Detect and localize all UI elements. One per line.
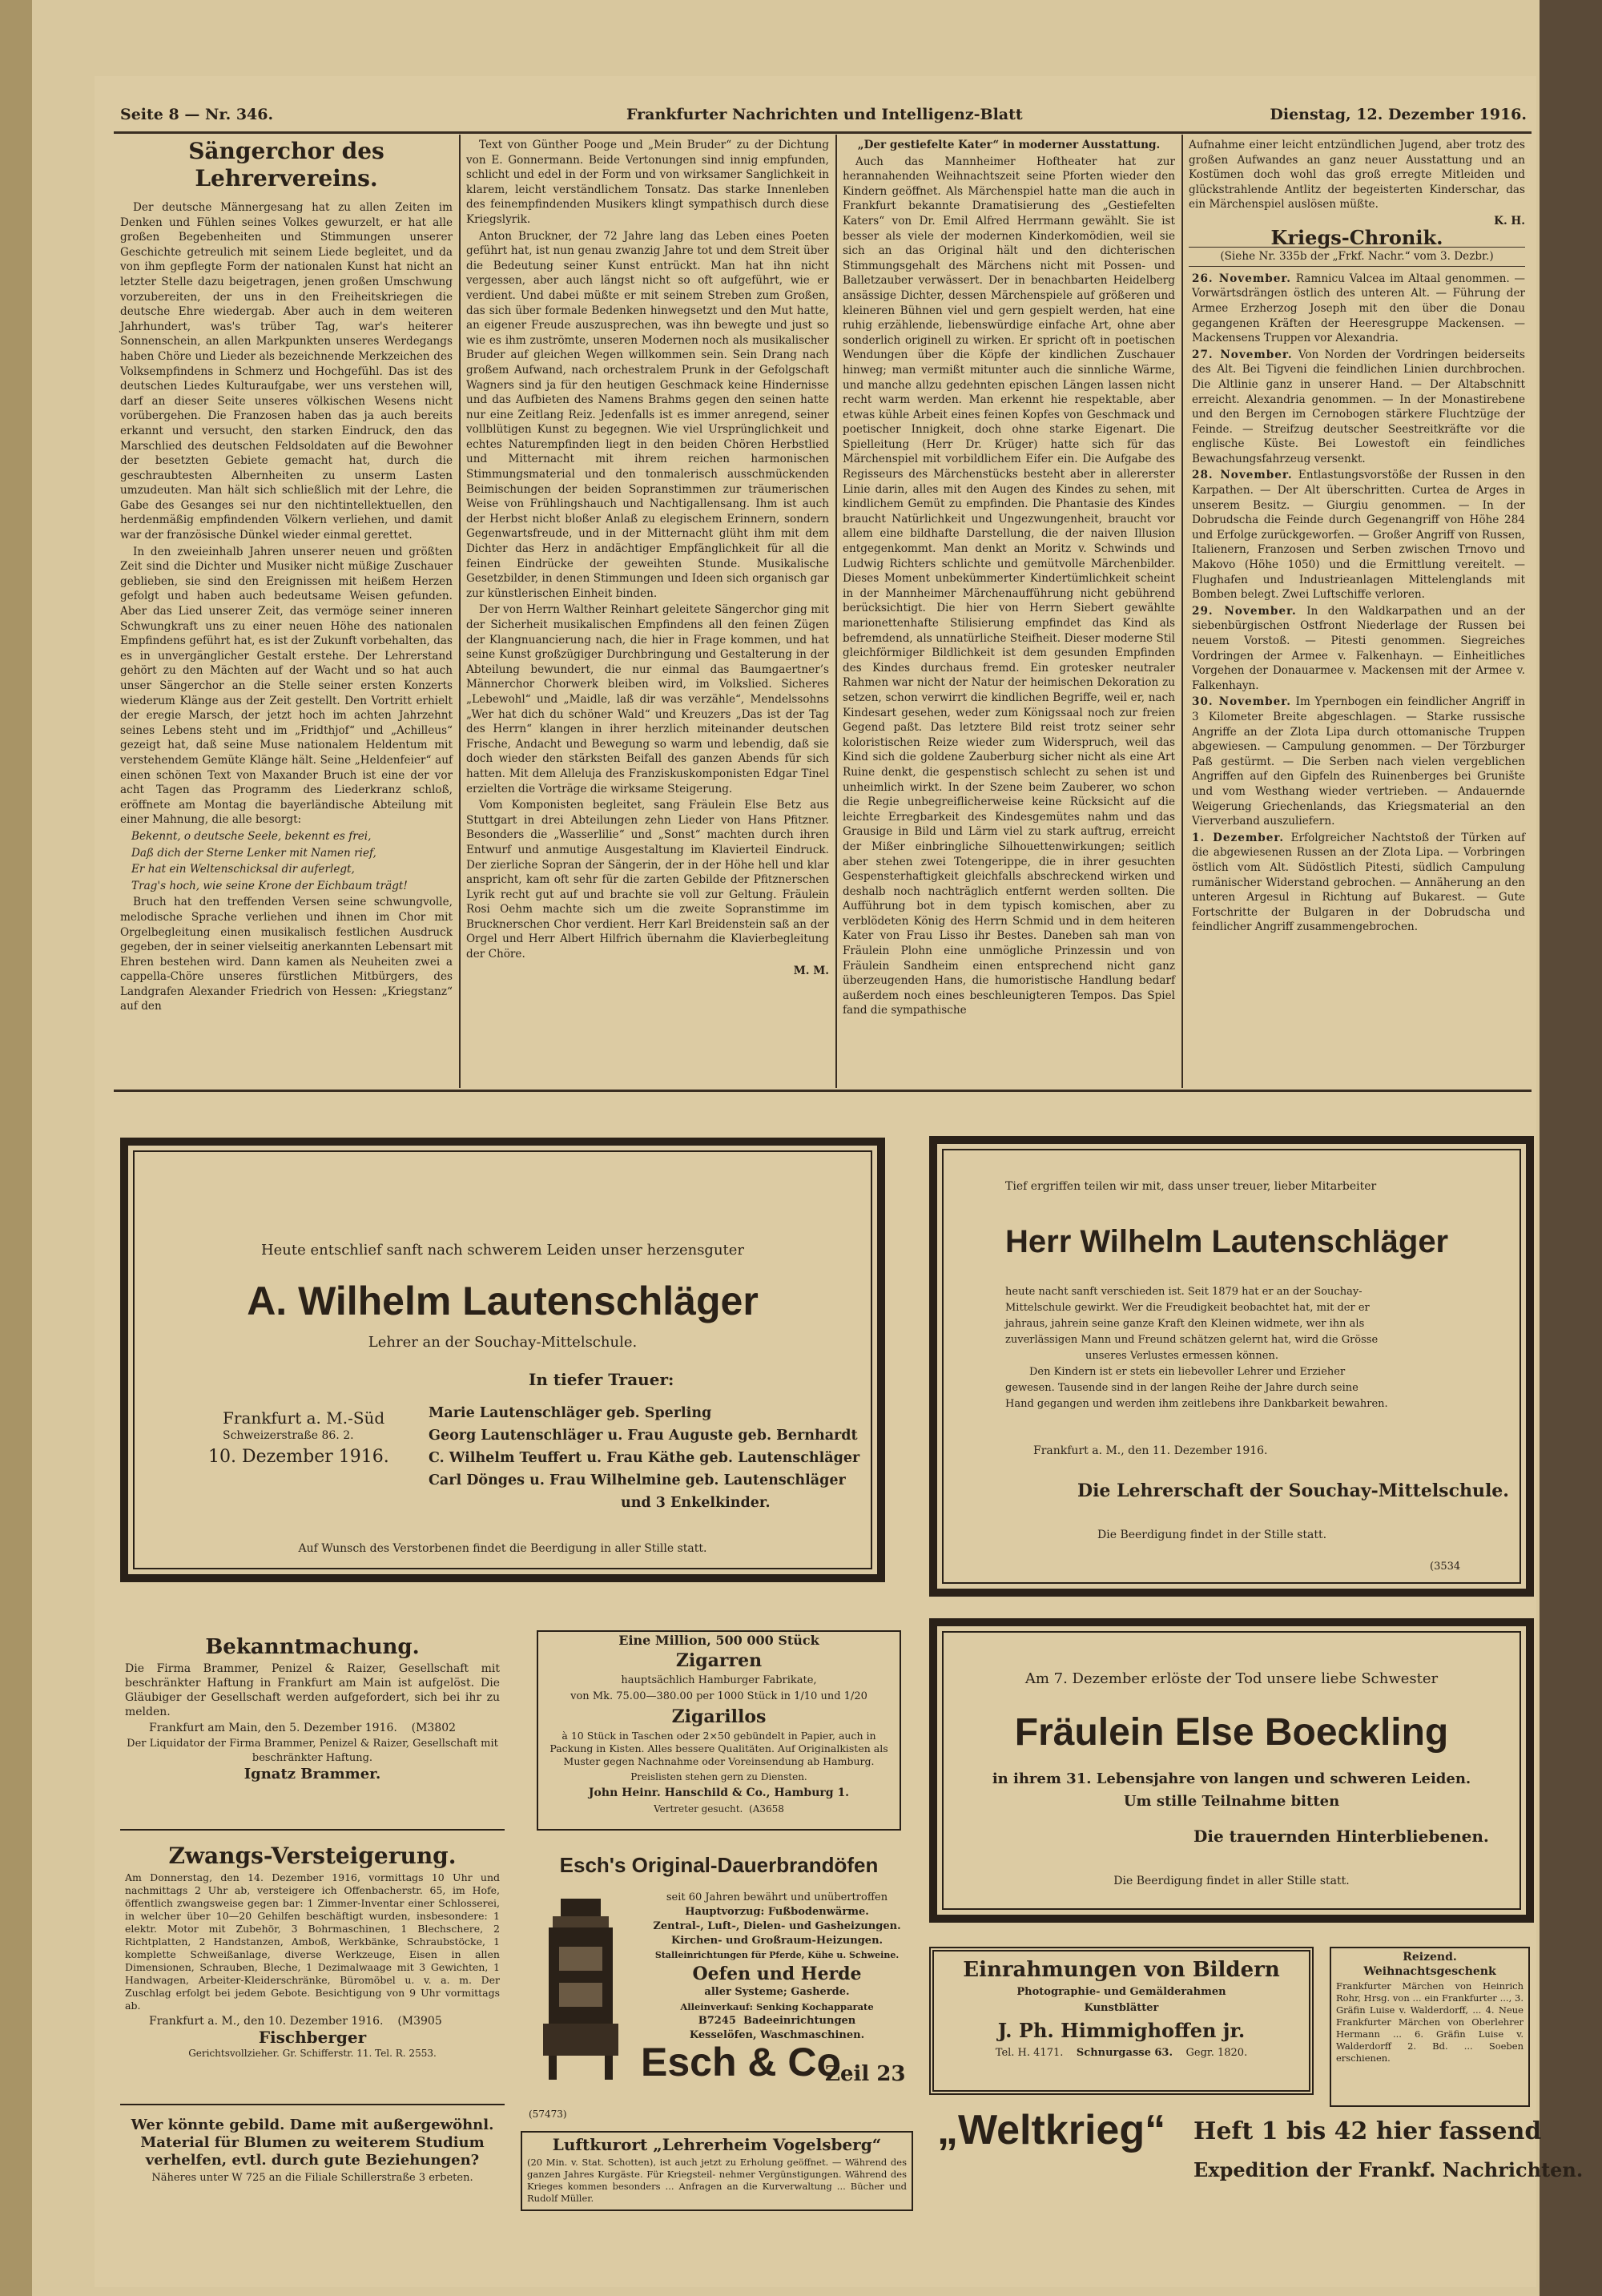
obituary-footer: Auf Wunsch des Verstorbenen findet die Beerdigung in aller Stille statt. (298, 1542, 707, 1555)
ad-street: Schnurgasse 63. (1076, 2047, 1173, 2059)
obituary-date: 10. Dezember 1916. (208, 1447, 389, 1467)
header-masthead: Frankfurter Nachrichten und Intelligenz-Blatt (626, 106, 1023, 123)
chronik-entry (1189, 348, 1525, 467)
ad-firm: J. Ph. Himmighoffen jr. (997, 2019, 1246, 2042)
ad-date-text: Frankfurt am Main, den 5. Dezember 1916. (149, 1722, 397, 1734)
article-subtitle: „Der gestiefelte Kater“ in moderner Ausstattung. (857, 139, 1161, 151)
obituary-name: Fräulein Else Boeckling (1014, 1711, 1449, 1754)
column-rule (835, 135, 837, 1088)
chronik-date: 30. November. (1192, 695, 1291, 709)
ad-line: hauptsächlich Hamburger Fabrikate, (621, 1674, 817, 1686)
obituary-body-line: unseres Verlustes ermessen können. (1085, 1350, 1278, 1362)
chronik-text: Ramnicu Valcea im Altaal genommen. — Vorwärtsdrängen östlich des unteren Alt. — Führung der Armee Erzherzog Joseph mit den über die Donau gegangenen Kräften der Heeresgruppe Mackensen. — Mackensens Truppen vor Alexandria. (1192, 272, 1525, 345)
ad-line: aller Systeme; Gasherde. (704, 1986, 850, 1998)
obituary-intro: Tief ergriffen teilen wir mit, dass unser treuer, lieber Mitarbeiter (1005, 1180, 1377, 1193)
header-page-number: Seite 8 — Nr. 346. (120, 106, 274, 123)
ad-tel: Tel. H. 4171. (995, 2047, 1064, 2059)
ad-body: Näheres unter W 725 an die Filiale Schillerstraße 3 erbeten. (151, 2172, 473, 2184)
ad-footer: Gerichtsvollzieher. Gr. Schifferstr. 11. Tel. R. 2553. (188, 2048, 437, 2059)
ad-zigarren (537, 1630, 901, 1831)
ad-name: Ignatz Brammer. (244, 1766, 381, 1782)
ad-title: „Weltkrieg“ (937, 2107, 1166, 2153)
ad-code: (M3802 (411, 1722, 457, 1734)
ad-code: B7245 (698, 2015, 736, 2027)
ad-esch-oefen (521, 1851, 917, 2127)
article-paragraph: Vom Komponisten begleitet, sang Fräulein Else Betz aus Stuttgart in drei Abteilungen zehn Lieder von Hans Pfitzner. Besonders die „Wasserlilie“ und „Sonst“ machten durch ihren Entwurf und anmutige Ausgestaltung im Klavierteil Eindruck. Der zierliche Sopran der Sängerin, der in der Höhe hell und klar anspricht, kam oft sehr für die zarten Gebilde der Pfitznerschen Lyrik recht gut auf und brachte sie voll zur Geltung. Fräulein Rosi Oehm machte sich um die zweite Sopranstimme im Brucknerschen Chor verdient. Herr Karl Breidenstein saß an der Orgel und Herr Albert Hilfrich übernahm die Klavierbegleitung der Chöre. (466, 799, 829, 961)
header-rule (114, 131, 1532, 134)
article-title: Sängerchor des Lehrervereins. (188, 138, 384, 191)
article-signature: M. M. (793, 964, 829, 977)
ad-title: Zigarillos (671, 1706, 767, 1727)
family-member: Marie Lautenschläger geb. Sperling (429, 1405, 712, 1421)
ad-line: von Mk. 75.00—380.00 per 1000 Stück in 1/10 und 1/20 (570, 1690, 867, 1702)
chronik-text: Entlastungsvorstöße der Russen in den Karpathen. — Der Alt überschritten. Curtea de Arges in unserem Besitz. — Giurgiu genommen. — In der Dobrudscha die Feinde durch Gegenangriff von Höhe 284 und Erfolge zurückgeworfen. — Großer Angriff von Russen, Italienern, Franzosen und Serben zwischen Trnovo und Makovo (Höhe 1050) und die Ermittlung vereitelt. — Flughafen und Industrieanlagen Mittelenglands mit Bomben belegt. Zwei Luftschiffe verloren. (1192, 469, 1525, 602)
ad-title: Reizend. Weihnachtsgeschenk (1363, 1951, 1496, 1978)
chronik-text: Erfolgreicher Nachtstoß der Türken auf die abgewiesenen Russen an der Zlota Lipa. — Vorbringen östlich vom Alt. Südöstlich Pitesti, südlich Campulung rumänischer Widerstand gebrochen. — Annäherung an den unteren Argesul in Richtung auf Bukarest. — Gute Fortschritte der Bulgaren in der Dobrudscha und feindlicher Angriff zusammengebrochen. (1192, 831, 1525, 934)
ad-line (543, 1802, 895, 1816)
chronik-text: In den Waldkarpathen und an der siebenbürgischen Ostfront Niederlage der Russen bei neuem Vorstoß. — Pitesti genommen. Siegreiches Vordringen der Armee v. Falkenhayn. — Einheitliches Vorgehen der Donauarmee v. Mackensen mit der Armee v. Falkenhayn. (1192, 604, 1526, 692)
ad-zwangsversteigerung (120, 1841, 505, 2105)
ad-luftkurort (521, 2131, 913, 2211)
ad-liquidator: Der Liquidator der Firma Brammer, Penizel & Raizer, Gesellschaft mit beschränkter Haftung. (127, 1738, 498, 1764)
article-paragraph: Bruch hat den treffenden Versen seine schwungvolle, melodische Sprache verliehen und ihnen im Chor mit Orgelbegleitung einen musikalisch festlichen Ausdruck gegeben, der in seiner vielseitig anerkannten Lebensart mit Ehren bestehen wird. Dann kamen als Neuheiten zwei a cappella-Chöre unseres fürstlichen Mitbürgers, des Landgrafen Alexander Friedrich von Hessen: „Kriegstanz“ auf den (120, 896, 453, 1013)
chronik-title: Kriegs-Chronik. (1270, 225, 1443, 249)
ad-line: seit 60 Jahren bewährt und unübertroffen (666, 1891, 888, 1903)
ad-weltkrieg (929, 2107, 1584, 2203)
obituary-name: Herr Wilhelm Lautenschläger (1005, 1224, 1449, 1259)
family-member: und 3 Enkelkinder. (621, 1495, 771, 1511)
chronik-entry (1189, 468, 1525, 602)
article-paragraph: Text von Günther Pooge und „Mein Bruder“ zu der Dichtung von E. Gonnermann. Beide Vertonungen sind innig empfunden, schlicht und edel in der Form und von wirksamer Sanglichkeit in klarem, leicht verständlichem Tonsatz. Das starke Innenleben des feinempfindenden Musikers klingt sympathisch durch diese Kriegslyrik. (466, 139, 829, 226)
obituary-footer: Die Beerdigung findet in aller Stille statt. (1113, 1875, 1350, 1887)
ad-date (125, 2014, 500, 2028)
ad-title: Esch's Original-Dauerbrandöfen (559, 1853, 879, 1877)
ad-studium (120, 2115, 505, 2211)
chronik-text: Von Norden der Vordringen beiderseits des Alt. Bei Tigveni die feindlichen Linien durchbrochen. Die Altlinie ganz in unserer Hand. — Der Altabschnitt erreicht. Alexandria genommen. — In der Monastirebene und den Bergen im Cernobogen stärkere Fluchtzüge der Feinde. — Streifzug deutscher Seestreitkräfte vor die englische Küste. Bei Lowestoft ein feindliches Bewachungsfahrzeug versenkt. (1192, 348, 1525, 465)
article-paragraph: Anton Bruckner, der 72 Jahre lang das Leben eines Poeten geführt hat, ist nun genau zwanzig Jahre tot und dem Streit über die Bedeutung seiner Kunst entrückt. Man hat ihn nicht vergessen, aber auch längst nicht so oft aufgeführt, wie er verdient. Und dabei müßte er mit seinem Streben zum Großen, das sich über formale Bedenken hinwegsetzt und den Mut hatte, an eigener Freude auszusprechen, was ihn bewegte und just so wie es ihm zuströmte, unseren Modernen noch als musikalischer Bruder auf gleichen Wegen willkommen sein. Sein Drang nach großem Aufwand, nach orchestralem Prunk in der Gefolgschaft Wagners sind ja für den heutigen Geschmack keine Hindernisse und das Aufbieten des Namens Brahms gegen den seinen hatte nur eine Zeitlang Reiz. Jedenfalls ist es immer anregend, seiner vollblütigen Kunst zu begegnen. Wie viel Ursprünglichkeit und echtes Naturempfinden liegt in den beiden Chören Herbstlied und Mitternacht mit ihrem reichen harmonischen Stimmungsmaterial und den tonmalerisch ausschmückenden Beimischungen der beiden Sopranstimmen zur träumerischen Weise von Frühlingshauch und Nachtigallensang. Ihm ist auch der Herbst nicht bloßer Anlaß zu elegischem Erinnern, sondern Gegenwartsfreude, und in der Mitternacht glüht ihm mit dem Dichter das Herz in andächtiger Empfänglichkeit für all die feinen Eindrücke der geweihten Stunde. Musikalische Gesetzbilder, in denen Stimmungen und Ideen sich organisch gar zur künstlerischen Einheit binden. (466, 229, 829, 600)
section-rule (114, 1090, 1532, 1092)
ad-line: Alleinverkauf: Senking Kochapparate (680, 2001, 874, 2012)
ad-date-text: Frankfurt a. M., den 10. Dezember 1916. (149, 2015, 384, 2028)
obituary-trauer: In tiefer Trauer: (529, 1370, 674, 1389)
obituary-signer: Die trauernden Hinterbliebenen. (1193, 1827, 1489, 1846)
chronik-entry (1189, 604, 1525, 694)
stove-illustration (537, 1899, 625, 2083)
ad-address: Zeil 23 (825, 2062, 906, 2086)
ad-founded: Gegr. 1820. (1185, 2047, 1248, 2059)
header-date: Dienstag, 12. Dezember 1916. (1270, 106, 1527, 123)
obituary-date: Frankfurt a. M., den 11. Dezember 1916. (1033, 1444, 1268, 1457)
ad-line: Photographie- und Gemälderahmen (1016, 1986, 1226, 1998)
obituary-signer: Die Lehrerschaft der Souchay-Mittelschule. (1077, 1480, 1509, 1501)
ad-body: Die Firma Brammer, Penizel & Raizer, Gesellschaft mit beschränkter Haftung in Frankfurt am Main ist aufgelöst. Die Gläubiger der Gesellschaft werden aufgefordert, sich bei ihr zu melden. (125, 1662, 500, 1718)
ad-line-text: Vertreter gesucht. (654, 1803, 743, 1815)
ad-details (641, 1891, 913, 2043)
obituary-notice-boeckling (929, 1618, 1534, 1923)
verse-line: Er hat ein Weltenschicksal dir auferlegt, (131, 863, 355, 876)
ad-einrahmungen (929, 1947, 1314, 2095)
chronik-list (1189, 272, 1525, 935)
ad-firm: John Heinr. Hanschild & Co., Hamburg 1. (588, 1786, 850, 1799)
ad-body: à 10 Stück in Taschen oder 2×50 gebündelt in Papier, auch in Packung in Kisten. Alles bessere Qualitäten. Auf Originalkisten als Muster gegen Nachnahme oder Voreinsendung ab Hamburg. (549, 1730, 888, 1767)
page-header (114, 103, 1532, 130)
chronik-entry (1189, 831, 1525, 935)
obituary-role: Lehrer an der Souchay-Mittelschule. (368, 1334, 638, 1351)
chronik-reference: (Siehe Nr. 335b der „Frkf. Nachr.“ vom 3. Dezbr.) (1189, 247, 1525, 267)
page-binding (0, 0, 32, 2296)
ad-title: Zwangs-Versteigerung. (168, 1843, 457, 1869)
page-edge-shadow (1540, 0, 1602, 2296)
article-column-1 (120, 138, 453, 1087)
obituary-intro: Am 7. Dezember erlöste der Tod unsere liebe Schwester (1024, 1670, 1439, 1687)
article-column-2 (466, 138, 829, 1087)
ad-line (939, 2046, 1304, 2060)
column-rule (1181, 135, 1183, 1088)
chronik-date: 29. November. (1192, 604, 1297, 618)
obituary-body-line: zuverlässigen Mann und Freund schätzen gelernt hat, wird die Grösse (1005, 1334, 1379, 1346)
ad-code: (M3905 (397, 2015, 442, 2028)
article-column-4 (1189, 138, 1525, 1087)
obituary-body-line: gewesen. Tausende sind in der langen Reihe der Jahre durch seine (1005, 1382, 1358, 1394)
obituary-line: in ihrem 31. Lebensjahre von langen und schweren Leiden. (992, 1770, 1471, 1787)
obituary-street: Schweizerstraße 86. 2. (223, 1429, 354, 1442)
ad-line: Oefen und Herde (692, 1964, 862, 1984)
obituary-body (1005, 1284, 1388, 1412)
article-signature: K. H. (1494, 214, 1525, 228)
ad-title: Zigarren (675, 1650, 763, 1671)
ad-code: (3534 (1430, 1561, 1461, 1573)
ad-title: Wer könnte gebild. Dame mit außergewöhnl. Material für Blumen zu weiterem Studium verhelfen, evtl. durch gute Beziehungen? (131, 2117, 494, 2169)
family-member: Georg Lautenschläger u. Frau Auguste geb. Bernhardt (429, 1428, 858, 1444)
ad-title: Luftkurort „Lehrerheim Vogelsberg“ (552, 2135, 882, 2154)
ad-title: Einrahmungen von Bildern (963, 1958, 1280, 1982)
chronik-entry (1189, 272, 1525, 346)
chronik-date: 28. November. (1192, 469, 1293, 482)
ad-name: Fischberger (258, 2028, 367, 2047)
ad-firm: Esch & Co (641, 2040, 842, 2085)
ad-line: Kunstblätter (1084, 2002, 1159, 2014)
obituary-line: Um stille Teilnahme bitten (1123, 1793, 1340, 1810)
verse-line: Trag's hoch, wie seine Krone der Eichbaum trägt! (131, 879, 408, 892)
ad-line: Preislisten stehen gern zu Diensten. (630, 1771, 807, 1782)
obituary-notice-lautenschlaeger-family (120, 1138, 885, 1582)
verse-line: Bekennt, o deutsche Seele, bekennt es frei, (131, 829, 372, 843)
verse-line: Daß dich der Sterne Lenker mit Namen rief, (131, 846, 376, 860)
ad-line: Kesselöfen, Waschmaschinen. (689, 2029, 865, 2041)
obituary-body-line: heute nacht sanft verschieden ist. Seit 1879 hat er an der Souchay- (1005, 1286, 1363, 1298)
ad-body: (20 Min. v. Stat. Schotten), ist auch jetzt zu Erholung geöffnet. — Während des ganzen Jahres Kurgäste. Für Kriegsteil- nehmer Vergünstigungen. Während des Krieges kommen besonders ... Anfragen an die Kurverwaltung ... Bücher und Rudolf Müller. (527, 2157, 907, 2204)
ad-line: Kirchen- und Großraum-Heizungen. (670, 1935, 884, 1947)
ad-line: Expedition der Frankf. Nachrichten. (1193, 2158, 1584, 2181)
ad-code: (A3658 (749, 1803, 784, 1815)
ad-line (641, 2014, 913, 2028)
family-member: Carl Dönges u. Frau Wilhelmine geb. Lautenschläger (429, 1472, 846, 1488)
ad-date (125, 1721, 500, 1735)
obituary-body-line: Den Kindern ist er stets ein liebevoller Lehrer und Erzieher (1029, 1366, 1346, 1378)
ad-line-text: Badeeinrichtungen (743, 2015, 856, 2027)
ad-weihnachtsgeschenk (1330, 1947, 1530, 2107)
obituary-notice-lehrerschaft (929, 1136, 1534, 1597)
ad-line: Eine Million, 500 000 Stück (618, 1633, 819, 1648)
ad-body: Am Donnerstag, den 14. Dezember 1916, vormittags 10 Uhr und nachmittags 2 Uhr ab, versteigere ich Offenbacherstr. 65, im Hofe, öffentlich zwangsweise gegen bar: 1 Zimmer-Inventar einer Schlosserei, in welcher über 10—20 Gehilfen beschäftigt wurden, insbesondere: 1 elektr. Motor mit Zubehör, 3 Bohrmaschinen, 1 Blechschere, 2 Richtplatten, 2 Handstanzen, Amboß, Werkbänke, Schraubstöcke, 1 komplette Schweißanlage, diverse Werkzeuge, Eisen in allen Dimensionen, Schrauben, Bleche, 1 Dezimalwaage mit 3 Gewichten, 1 Handwagen, Arbeiter-Kleiderschränke, Büromöbel u. v. a. m. Der Zuschlag erfolgt bei jedem Gebote. Besichtigung von 9 Uhr vormittags ab. (125, 1871, 500, 2012)
article-paragraph: In den zweieinhalb Jahren unserer neuen und größten Zeit sind die Dichter und Musiker nicht müßige Zuschauer geblieben, sie sind den Ereignissen mit heißem Herzen gefolgt und haben auch bedeutsame Weisen gefunden. Aber das Lied unserer Zeit, das vermöge seiner inneren Schwungkraft uns zu einer neuen Höhe des nationalen Empfindens geführt hat, es ist der Zukunft vorbehalten, das es in unvergänglicher Gestalt erstehe. Der Lehrerstand gehört zu den Mächten auf der Wacht und so hat auch unser Sängerchor an die Stelle seiner ersten Konzerts wiederum Klänge aus der Zeit gestellt. Den Vortritt erhielt der eregie Marsch, der jetzt hoch im achten Jahrzehnt seines Lebens steht und im „Fridthjof“ und „Achilleus“ gezeigt hat, daß seine Muse nationalem Heldentum mit verstehendem Gemüte Klänge hält. Seine „Heldenfeier“ auf einen schönen Text von Maxander Bruch ist eine der vor acht Tagen das Programm des Liederkranz schloß, eröffnete am Montag die bayerländische Abteilung mit einer Mahnung, die alle besorgt: (120, 545, 453, 827)
article-paragraph: Der von Herrn Walther Reinhart geleitete Sängerchor ging mit der Sicherheit musikalischen Empfindens all den feinen Zügen der Klangnuancierung nach, die hier in Frage kommen, und hat seine Kunst großzügiger Durchbringung und Gestalterung in der Abteilung bewundert, die nur einmal das Baumgaertner’s Männerchor Chorwerk bleiben wird, im Volkslied. Sicheres „Lebewohl“ und „Maidle, laß dir was verzähle“, Mendelssohns „Wer hat dich du schöner Wald“ und Kreuzers „Das ist der Tag des Herrn“ klangen in ihrer herzlich miteinander deutschen Frische, Andacht und Bewegung so warm und lebendig, daß sie doch wieder den stärksten Beifall des ganzen Abends für sich hatten. Mit dem Alleluja des Franziskuskomponisten Edgar Tinel erzielten die Vorträge die wirksame Steigerung. (466, 603, 829, 796)
ad-code: (57473) (529, 2109, 567, 2120)
chronik-text: Im Ypernbogen ein feindlicher Angriff in 3 Kilometer Breite abgeschlagen. — Starke russische Angriffe an der Zlota Lipa durch ottomanische Truppen abgewiesen. — Campulung genommen. — Der Törzburger Paß gestürmt. — Die Serben nach vielen vergeblichen Angriffen auf den Gipfeln des Ruinenberges bei Grunište und vom Westhang wieder vertrieben. — Andauernde Weigerung Griechenlands, das Kriegsmaterial an den Vierverband auszuliefern. (1192, 695, 1525, 828)
ad-bekanntmachung (120, 1626, 505, 1831)
obituary-name: A. Wilhelm Lautenschläger (247, 1279, 759, 1323)
obituary-body-line: Mittelschule gewirkt. Wer die Freudigkeit beobachtet hat, mit der er (1005, 1302, 1370, 1314)
article-paragraph: Der deutsche Männergesang hat zu allen Zeiten im Denken und Fühlen seines Volkes gewurzelt, er hat alle großen Begebenheiten und Stimmungen unserer Geschichte getreulich mit seinem Liede begleitet, und da von ihm gepflegte Form der nationalen Kunst hat nicht an letzter Stelle dazu beigetragen, jenen großen Umschwung vorzubereiten, der uns in den Freiheitskriegen die deutsche Ehre wiedergab. Aber auch in dem weiteren Jahrhundert, was's trüber Tag, war's heiterer Sonnenschein, an allen Markpunkten unseres Werdegangs haben Chöre und Lieder als bezeichnende Merkzeichen des Volksempfindens in Schmerz und Hochgefühl. Das ist des deutschen Liedes Kulturaufgabe, wer uns verstehen will, darf an dieser Seite unseres völkischen Wesens nicht vorübergehen. Die Franzosen haben das ja auch bereits erkannt und versucht, den starken Eindruck, den das Marschlied des deutschen Feldsoldaten auf die Bewohner der besetzten Gebiete gemacht hat, durch die geschraubtesten Albernheiten zu unserm Lasten umzudeuten. Man hält sich schließlich mit der Lehre, die Gabe des Gesanges sei nur den nichtintellektuellen, den herdenmäßig empfindenden Völkern verliehen, und damit war der französische Dünkel wieder einmal gerettet. (120, 201, 453, 542)
chronik-date: 26. November. (1192, 272, 1292, 285)
ad-line: Zentral-, Luft-, Dielen- und Gasheizungen. (653, 1920, 901, 1932)
article-paragraph: Aufnahme einer leicht entzündlichen Jugend, aber trotz des großen Aufwandes an ganz neuer Ausstattung und an Kostümen doch wohl das groß erregte Mitleiden und glückstrahlende Antlitz der begeisterten Kinderschar, das ein Märchenspiel auslösen müßte. (1189, 139, 1525, 211)
obituary-place: Frankfurt a. M.-Süd (223, 1408, 385, 1428)
ad-line: Stalleinrichtungen für Pferde, Kühe u. Schweine. (654, 1950, 900, 1960)
ad-line: Heft 1 bis 42 hier fassend (1193, 2117, 1542, 2145)
article-column-3 (843, 138, 1175, 1087)
ad-line: Hauptvorzug: Fußbodenwärme. (685, 1906, 869, 1918)
obituary-family-list (429, 1402, 859, 1514)
ad-title: Bekanntmachung. (205, 1635, 420, 1659)
family-member: C. Wilhelm Teuffert u. Frau Käthe geb. Lautenschläger (429, 1450, 860, 1466)
obituary-footer: Die Beerdigung findet in der Stille statt. (1097, 1529, 1327, 1541)
article-paragraph: Auch das Mannheimer Hoftheater hat zur herannahenden Weihnachtszeit seine Pforten wieder den Kindern geöffnet. Als Märchenspiel hatte man die auch in Frankfurt bekannte Dramatisierung des „Gestiefelten Katers“ von Dr. Emil Alfred Herrmann gewählt. Sie ist besser als viele der modernen Kinderkomödien, weil sie sich an das Original hält und den dichterischen Stimmungsgehalt des Märchens nicht mit Possen- und Balletzauber verwässert. Der in benachbarten Heidelberg ansässige Dichter, dessen Märchenspiele auf größeren und kleineren Bühnen viel und gern gespielt werden, hat eine ruhig erzählende, liebenswürdige einfache Art, ohne aber sonderlich originell zu wirken. Er spricht oft in poetischen Wendungen über die Köpfe der kindlichen Zuschauer hinweg; man vermißt mitunter auch die sinnliche Wärme, und manche allzu gedehnten epischen Längen lassen nicht recht warm werden. Man erkennt hie respektable, aber etwas kühle Arbeit eines feinen Kopfes von Geschmack und poetischer Innigkeit, doch ohne starke Eigenart. Die Spielleitung (Herr Dr. Krüger) hatte sich für das Märchenspiel mit vorbildlichem Eifer ein. Die Aufgabe des Regisseurs des Märchenstücks besteht aber in allererster Linie darin, alles mit den Augen des Kindes zu sehen, mit kindlichem Gemüt zu empfinden. Die Phantasie des Kindes braucht Natürlichkeit und Ungezwungenheit, braucht vor allem eine bildhafte Darstellung, die der naiven Illusion entgegenkommt. Man denkt an Moritz v. Schwinds und Ludwig Richters schlichte und gemütvolle Märchenbilder. Dieses Moment unbekümmerter Kindertümlichkeit scheint in der Mannheimer Märchenaufführung nicht gebührend berücksichtigt. Die hier von Herrn Siebert gewählte marionettenhafte Stilisierung empfindet das Kind als befremdend, als unnatürliche Steifheit. Dieser moderne Stil gleichförmiger Bildlichkeit ist dem gesunden Empfinden des Kindes durchaus fremd. Ein grotesker neutraler Rahmen war nicht der Natur der heimischen Dekoration zu setzen, schon verwirrt die kindlichen Begriffe, weil er, nach Kindesart gesehen, weder zum Königssaal noch zur freien Gegend paßt. Das letztere Bild reist trotz seiner sehr koloristischen Reize wieder zum Widerspruch, weil das Kind sich die goldene Zauberburg sicher nicht als eine Art Ruine denkt, die gespenstisch schlecht zu sehen ist und unheimlich wirkt. In der Szene beim Zauberer, wo schon die Regie unbegreiflicherweise keine Rücksicht auf die leichte Erregbarkeit des Kindesgemütes nahm und das Grausige in Bild und Lärm viel zu stark auftrug, erreicht der Mißer einbringliche Silhouettenwirkungen; seitlich aber stehen zwei Totengerippe, die in ihrer gesuchten Gespensterhaftigkeit gleichfalls abschreckend wirken und deshalb noch nachträglich entfernt werden sollten. Die Aufführung bot in dem typisch komischen, aber zu verblödeten König des Herrn Schmid und in dem heiteren Kater von Frau Lisso ihr Bestes. Daneben sah man von Fräulein Plohn eine unmögliche Prinzessin und von Fräulein Sandheim einen entsprechend nicht ganz überzeugenden Hans, die humoristische Handlung bedarf außerdem noch eines beschleunigteren Tempos. Das Spiel fand die sympathische (843, 155, 1175, 1017)
chronik-date: 1. Dezember. (1192, 831, 1285, 844)
obituary-body-line: Hand gegangen und werden ihm zeitlebens ihre Dankbarkeit bewahren. (1005, 1398, 1388, 1410)
column-rule (459, 135, 461, 1088)
chronik-date: 27. November. (1192, 348, 1293, 361)
ad-body: Frankfurter Märchen von Heinrich Rohr, Hrsg. von ... ein Frankfurter ..., 3. Gräfin Luise v. Walderdorff, ... 4. Neue Frankfurter Märchen von Oberlehrer Hermann ... 6. Gräfin Luise v. Walderdorff 2. Bd. ... Soeben erschienen. (1336, 1980, 1524, 2064)
obituary-body-line: jahraus, jahrein seine ganze Kraft den Kleinen widmete, wer ihn als (1005, 1318, 1365, 1330)
obituary-intro: Heute entschlief sanft nach schwerem Leiden unser herzensguter (260, 1242, 745, 1259)
chronik-entry (1189, 695, 1525, 828)
